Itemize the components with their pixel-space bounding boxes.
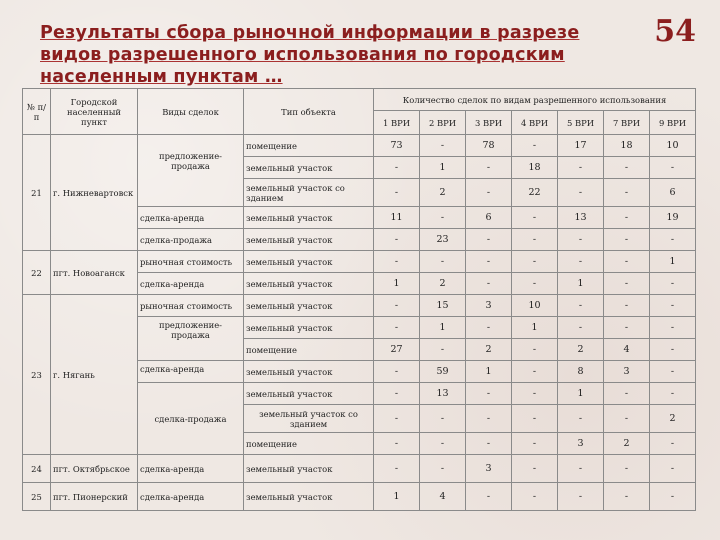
vri-value: - — [420, 251, 466, 273]
vri-value: 3 — [466, 295, 512, 317]
vri-value: - — [466, 433, 512, 455]
table-row — [23, 455, 696, 483]
vri-value: - — [650, 229, 696, 251]
vri-value: 2 — [420, 273, 466, 295]
vri-value: - — [466, 157, 512, 179]
table-row — [23, 295, 696, 317]
vri-value: - — [650, 433, 696, 455]
locality-name: г. Нижневартовск — [51, 135, 138, 251]
vri-value: - — [374, 455, 420, 483]
vri-value: 10 — [512, 295, 558, 317]
col-header-vri: 3 ВРИ — [466, 111, 512, 135]
object-type: земельный участок — [244, 207, 374, 229]
results-table — [22, 88, 696, 511]
table-row — [23, 251, 696, 273]
vri-value: - — [374, 361, 420, 383]
col-header-vri: 4 ВРИ — [512, 111, 558, 135]
vri-value: - — [558, 179, 604, 207]
vri-value: - — [558, 157, 604, 179]
vri-value: - — [466, 229, 512, 251]
vri-value: - — [604, 295, 650, 317]
vri-value: 13 — [420, 383, 466, 405]
vri-value: 1 — [558, 273, 604, 295]
vri-value: 27 — [374, 339, 420, 361]
vri-value: 2 — [558, 339, 604, 361]
deal-type: сделка-аренда — [138, 273, 244, 295]
vri-value: 1 — [420, 157, 466, 179]
row-number: 21 — [23, 135, 51, 251]
object-type: земельный участок — [244, 483, 374, 511]
vri-value: - — [604, 383, 650, 405]
object-type: земельный участок — [244, 157, 374, 179]
vri-value: - — [604, 207, 650, 229]
deal-type: сделка-аренда — [138, 483, 244, 511]
vri-value: - — [558, 295, 604, 317]
vri-value: - — [374, 295, 420, 317]
col-header-locality: Городской населенный пункт — [51, 89, 138, 135]
vri-value: - — [466, 273, 512, 295]
vri-value: 8 — [558, 361, 604, 383]
vri-value: 1 — [374, 273, 420, 295]
vri-value: 15 — [420, 295, 466, 317]
vri-value: 1 — [420, 317, 466, 339]
vri-value: - — [512, 229, 558, 251]
header-row — [23, 89, 696, 111]
col-header-vri: 9 ВРИ — [650, 111, 696, 135]
object-type: помещение — [244, 339, 374, 361]
deal-type: сделка-продажа — [138, 383, 244, 455]
vri-value: - — [512, 361, 558, 383]
col-header-vri: 7 ВРИ — [604, 111, 650, 135]
deal-type: рыночная стоимость — [138, 251, 244, 273]
vri-value: 10 — [650, 135, 696, 157]
vri-value: - — [374, 317, 420, 339]
col-header-object-type: Тип объекта — [244, 89, 374, 135]
vri-value: 3 — [558, 433, 604, 455]
col-header-num: № п/п — [23, 89, 51, 135]
vri-value: 4 — [604, 339, 650, 361]
vri-value: - — [374, 433, 420, 455]
vri-value: 18 — [512, 157, 558, 179]
object-type: земельный участок — [244, 229, 374, 251]
vri-value: - — [466, 179, 512, 207]
vri-value: - — [420, 207, 466, 229]
table-row — [23, 135, 696, 157]
vri-value: 18 — [604, 135, 650, 157]
vri-value: - — [512, 135, 558, 157]
vri-value: - — [512, 251, 558, 273]
vri-value: 59 — [420, 361, 466, 383]
page-number: 54 — [654, 14, 696, 49]
vri-value: - — [650, 339, 696, 361]
vri-value: 1 — [558, 383, 604, 405]
vri-value: - — [466, 317, 512, 339]
vri-value: 2 — [420, 179, 466, 207]
vri-value: - — [650, 383, 696, 405]
vri-value: 2 — [650, 405, 696, 433]
vri-value: - — [558, 483, 604, 511]
vri-value: - — [558, 317, 604, 339]
vri-value: - — [604, 483, 650, 511]
object-type: земельный участок — [244, 295, 374, 317]
object-type: помещение — [244, 135, 374, 157]
vri-value: - — [604, 179, 650, 207]
object-type: земельный участок — [244, 273, 374, 295]
vri-value: - — [650, 455, 696, 483]
table-row — [23, 483, 696, 511]
vri-value: 6 — [466, 207, 512, 229]
vri-value: 73 — [374, 135, 420, 157]
vri-value: - — [650, 157, 696, 179]
vri-value: 6 — [650, 179, 696, 207]
col-header-vri: 2 ВРИ — [420, 111, 466, 135]
locality-name: пгт. Пионерский — [51, 483, 138, 511]
vri-value: - — [512, 433, 558, 455]
vri-value: - — [512, 483, 558, 511]
vri-value: - — [604, 405, 650, 433]
vri-value: 78 — [466, 135, 512, 157]
vri-value: - — [512, 383, 558, 405]
col-header-count-group: Количество сделок по видам разрешенного использования — [374, 89, 696, 111]
vri-value: - — [650, 273, 696, 295]
col-header-deal-type: Виды сделок — [138, 89, 244, 135]
vri-value: - — [512, 207, 558, 229]
vri-value: - — [374, 157, 420, 179]
vri-value: - — [466, 251, 512, 273]
vri-value: 1 — [374, 483, 420, 511]
vri-value: 3 — [604, 361, 650, 383]
vri-value: - — [604, 317, 650, 339]
vri-value: - — [420, 433, 466, 455]
deal-type: сделка-аренда — [138, 361, 244, 383]
vri-value: 3 — [466, 455, 512, 483]
vri-value: - — [604, 455, 650, 483]
col-header-vri: 5 ВРИ — [558, 111, 604, 135]
vri-value: - — [558, 251, 604, 273]
vri-value: - — [374, 229, 420, 251]
vri-value: - — [512, 339, 558, 361]
vri-value: 19 — [650, 207, 696, 229]
row-number: 23 — [23, 295, 51, 455]
vri-value: - — [604, 157, 650, 179]
object-type: помещение — [244, 433, 374, 455]
vri-value: - — [420, 455, 466, 483]
vri-value: - — [374, 179, 420, 207]
vri-value: 1 — [466, 361, 512, 383]
vri-value: 2 — [466, 339, 512, 361]
col-header-vri: 1 ВРИ — [374, 111, 420, 135]
vri-value: - — [466, 483, 512, 511]
locality-name: пгт. Октябрьское — [51, 455, 138, 483]
vri-value: 11 — [374, 207, 420, 229]
object-type: земельный участок — [244, 251, 374, 273]
object-type: земельный участок со зданием — [244, 405, 374, 433]
deal-type: сделка-аренда — [138, 207, 244, 229]
vri-value: - — [420, 405, 466, 433]
object-type: земельный участок — [244, 383, 374, 405]
vri-value: - — [374, 405, 420, 433]
vri-value: - — [604, 229, 650, 251]
vri-value: 2 — [604, 433, 650, 455]
vri-value: - — [650, 483, 696, 511]
vri-value: - — [604, 273, 650, 295]
deal-type: предложение-продажа — [138, 135, 244, 207]
locality-name: г. Нягань — [51, 295, 138, 455]
object-type: земельный участок — [244, 317, 374, 339]
vri-value: - — [558, 455, 604, 483]
vri-value: - — [512, 405, 558, 433]
object-type: земельный участок — [244, 361, 374, 383]
vri-value: 1 — [650, 251, 696, 273]
locality-name: пгт. Новоаганск — [51, 251, 138, 295]
vri-value: 1 — [512, 317, 558, 339]
vri-value: - — [420, 339, 466, 361]
vri-value: - — [374, 251, 420, 273]
page-title: Результаты сбора рыночной информации в разрезе видов разрешенного использования по городским населенным пунктам … — [40, 23, 580, 87]
vri-value: - — [650, 317, 696, 339]
vri-value: - — [466, 383, 512, 405]
vri-value: - — [650, 361, 696, 383]
vri-value: - — [466, 405, 512, 433]
vri-value: - — [512, 273, 558, 295]
deal-type: сделка-продажа — [138, 229, 244, 251]
object-type: земельный участок со зданием — [244, 179, 374, 207]
row-number: 25 — [23, 483, 51, 511]
row-number: 22 — [23, 251, 51, 295]
vri-value: - — [604, 251, 650, 273]
vri-value: 22 — [512, 179, 558, 207]
vri-value: - — [420, 135, 466, 157]
vri-value: - — [558, 229, 604, 251]
vri-value: - — [374, 383, 420, 405]
vri-value: 23 — [420, 229, 466, 251]
vri-value: - — [558, 405, 604, 433]
vri-value: - — [512, 455, 558, 483]
deal-type: рыночная стоимость — [138, 295, 244, 317]
vri-value: 13 — [558, 207, 604, 229]
vri-value: 4 — [420, 483, 466, 511]
vri-value: 17 — [558, 135, 604, 157]
object-type: земельный участок — [244, 455, 374, 483]
deal-type: сделка-аренда — [138, 455, 244, 483]
row-number: 24 — [23, 455, 51, 483]
table-body — [23, 135, 696, 511]
vri-value: - — [650, 295, 696, 317]
deal-type: предложение-продажа — [138, 317, 244, 361]
